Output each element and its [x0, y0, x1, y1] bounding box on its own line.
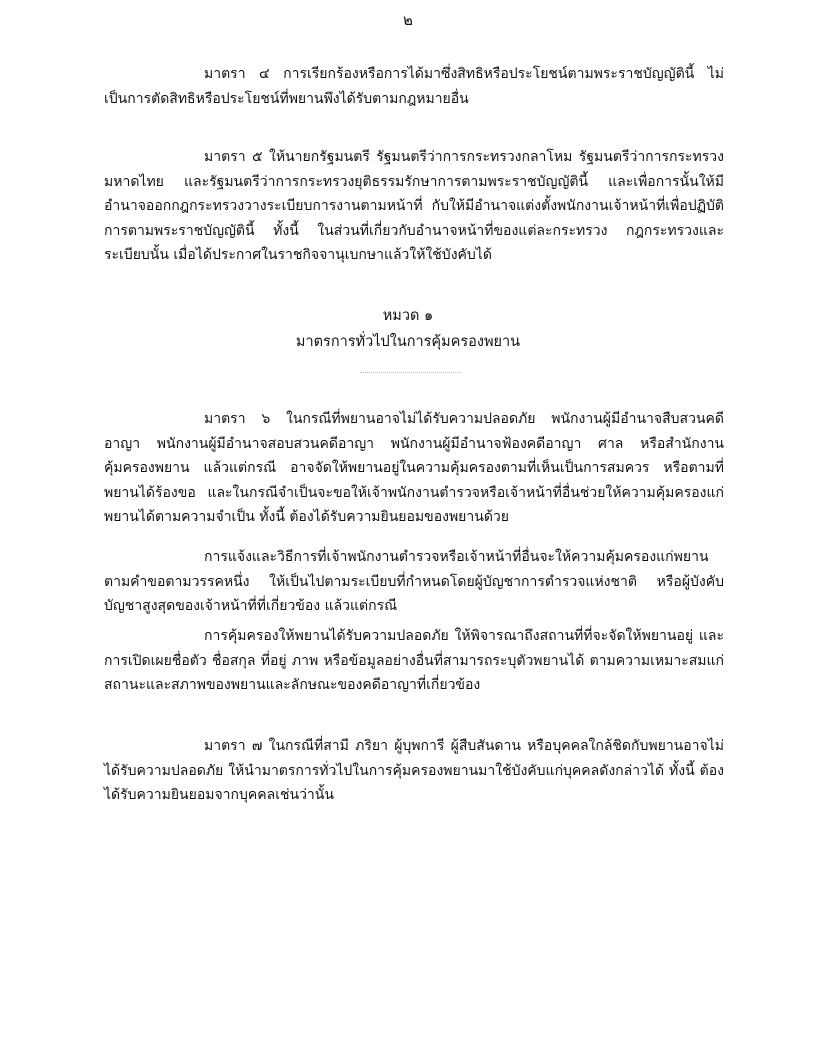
section-6-paragraph-1 — [104, 407, 724, 530]
chapter-label: หมวด ๑ — [382, 308, 434, 324]
section-6-paragraph-3 — [104, 624, 724, 698]
divider — [360, 372, 460, 373]
section-6-p1-text: มาตรา ๖ ในกรณีที่พยานอาจไม่ได้รับความปลอดภัย พนักงานผู้มีอำนาจสืบสวนคดีอาญา พนักงานผู้มีอำนาจสอบสวนคดีอาญา พนักงานผู้มีอำนาจฟ้องคดีอาญา ศาล หรือสำนักงานคุ้มครองพยาน แล้วแต่กรณี อาจจัดให้พยานอยู่ในความคุ้มครองตามที่เห็นเป็นการสมควร หรือตามที่พยานได้ร้องขอ และในกรณีจำเป็นจะขอให้เจ้าพนักงานตำรวจหรือเจ้าหน้าที่อื่นช่วยให้ความคุ้มครองแก่พยานได้ตามความจำเป็น ทั้งนี้ ต้องได้รับความยินยอมของพยานด้วย — [104, 411, 724, 525]
section-5 — [104, 145, 724, 268]
page-number: ๒ — [403, 11, 413, 29]
section-4-text: มาตรา ๔ การเรียกร้องหรือการได้มาซึ่งสิทธิหรือประโยชน์ตามพระราชบัญญัตินี้ ไม่เป็นการตัดสิทธิหรือประโยชน์ที่พยานพึงได้รับตามกฎหมายอื่น — [104, 66, 724, 107]
section-6-paragraph-2 — [104, 545, 724, 619]
chapter-title: มาตรการทั่วไปในการคุ้มครองพยาน — [295, 334, 521, 350]
section-7-text: มาตรา ๗ ในกรณีที่สามี ภริยา ผู้บุพการี ผู้สืบสันดาน หรือบุคคลใกล้ชิดกับพยานอาจไม่ได้รับความปลอดภัย ให้นำมาตรการทั่วไปในการคุ้มครองพยานมาใช้บังคับแก่บุคคลดังกล่าวได้ ทั้งนี้ ต้องได้รับความยินยอมจากบุคคลเช่นว่านั้น — [104, 738, 724, 803]
section-4 — [104, 62, 724, 111]
section-5-text: มาตรา ๕ ให้นายกรัฐมนตรี รัฐมนตรีว่าการกระทรวงกลาโหม รัฐมนตรีว่าการกระทรวงมหาดไทย และรัฐมนตรีว่าการกระทรวงยุติธรรมรักษาการตามพระราชบัญญัตินี้ และเพื่อการนั้นให้มีอำนาจออกกฎกระทรวงวางระเบียบการงานตามหน้าที่ กับให้มีอำนาจแต่งตั้งพนักงานเจ้าหน้าที่เพื่อปฏิบัติการตามพระราชบัญญัตินี้ ทั้งนี้ ในส่วนที่เกี่ยวกับอำนาจหน้าที่ของแต่ละกระทรวง กฎกระทรวงและระเบียบนั้น เมื่อได้ประกาศในราชกิจจานุเบกษาแล้วให้ใช้บังคับได้ — [104, 149, 724, 263]
section-7 — [104, 734, 724, 808]
section-6-p2-text: การแจ้งและวิธีการที่เจ้าพนักงานตำรวจหรือเจ้าหน้าที่อื่นจะให้ความคุ้มครองแก่พยานตามคำขอตามวรรคหนึ่ง ให้เป็นไปตามระเบียบที่กำหนดโดยผู้บัญชาการตำรวจแห่งชาติ หรือผู้บังคับบัญชาสูงสุดของเจ้าหน้าที่ที่เกี่ยวข้อง แล้วแต่กรณี — [104, 549, 724, 614]
section-6-p3-text: การคุ้มครองให้พยานได้รับความปลอดภัย ให้พิจารณาถึงสถานที่ที่จะจัดให้พยานอยู่ และการเปิดเผยชื่อตัว ชื่อสกุล ที่อยู่ ภาพ หรือข้อมูลอย่างอื่นที่สามารถระบุตัวพยานได้ ตามความเหมาะสมแก่สถานะและสภาพของพยานและลักษณะของคดีอาญาที่เกี่ยวข้อง — [104, 628, 724, 693]
